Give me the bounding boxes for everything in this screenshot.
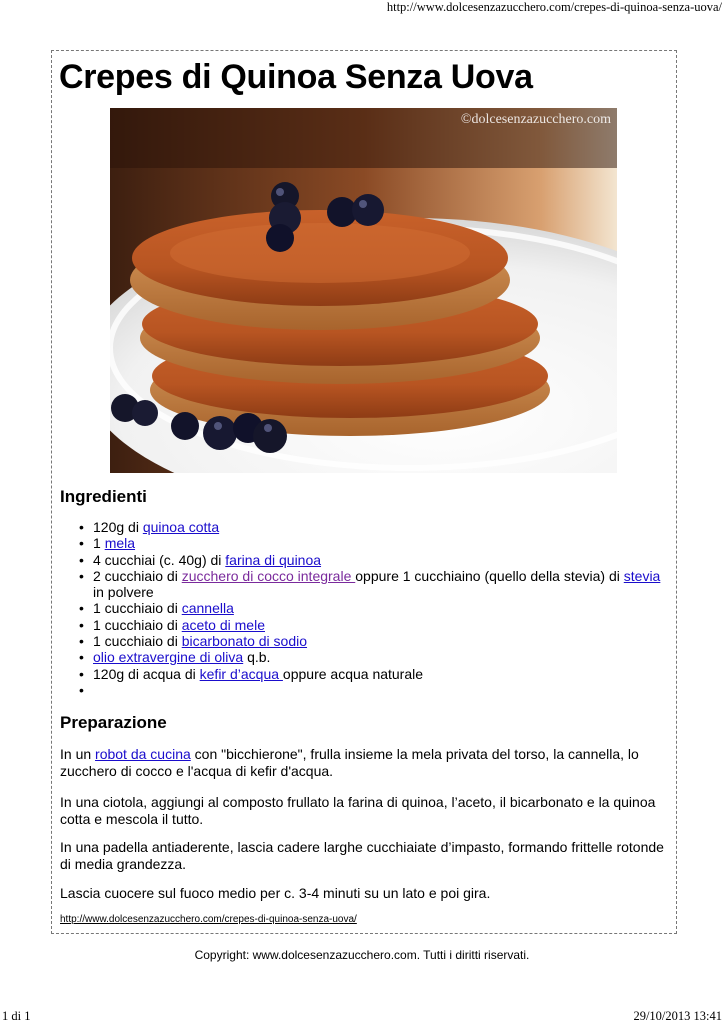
ingredient-text: 120g di acqua di xyxy=(93,665,200,682)
ingredient-text: 1 xyxy=(93,535,105,552)
print-datetime: 29/10/2013 13:41 xyxy=(633,1009,722,1023)
source-link-container xyxy=(60,914,357,925)
link-cannella[interactable]: cannella xyxy=(181,600,234,617)
list-item xyxy=(93,519,673,535)
link-robot-da-cucina[interactable]: robot da cucina xyxy=(95,746,191,762)
preparation-step-1 xyxy=(60,746,675,779)
list-item xyxy=(93,617,673,633)
preparation-step-4: Lascia cuocere sul fuoco medio per c. 3-4 minuti su un lato e poi gira. xyxy=(60,885,491,901)
source-link[interactable]: http://www.dolcesenzazucchero.com/crepes-di-quinoa-senza-uova/ xyxy=(60,914,357,925)
link-bicarbonato[interactable]: bicarbonato di sodio xyxy=(181,633,308,650)
photo-watermark: ©dolcesenzazucchero.com xyxy=(460,112,611,127)
list-item xyxy=(93,535,673,551)
ingredient-text: oppure acqua naturale xyxy=(282,665,424,682)
recipe-photo xyxy=(110,108,617,473)
ingredient-text: 1 cucchiaio di xyxy=(93,616,182,633)
ingredient-text: 120g di xyxy=(93,519,143,535)
link-olio-extravergine[interactable]: olio extravergine di oliva xyxy=(93,649,244,666)
step-text: con "bicchierone", frulla insieme la mela privata del torso, la cannella, lo zucchero di cocco e l'acqua di kefir d'acqua. xyxy=(60,746,639,779)
pancake-stack-image xyxy=(110,108,617,473)
list-item xyxy=(93,633,673,649)
list-item xyxy=(93,552,673,568)
link-quinoa-cotta[interactable]: quinoa cotta xyxy=(142,519,220,535)
link-zucchero-di-cocco[interactable]: zucchero di cocco integrale xyxy=(181,567,356,584)
ingredient-text: in polvere xyxy=(93,584,154,601)
link-stevia[interactable]: stevia xyxy=(623,567,661,584)
ingredient-text: 1 cucchiaio di xyxy=(93,600,182,617)
ingredients-list xyxy=(93,519,673,698)
link-farina-di-quinoa[interactable]: farina di quinoa xyxy=(225,551,322,568)
list-item xyxy=(93,600,673,616)
preparation-heading: Preparazione xyxy=(60,713,167,732)
page-title: Crepes di Quinoa Senza Uova xyxy=(59,58,533,96)
ingredient-text: 1 cucchiaio di xyxy=(93,633,182,650)
link-kefir-dacqua[interactable]: kefir d’acqua xyxy=(199,665,283,682)
link-mela[interactable]: mela xyxy=(104,535,136,552)
list-item xyxy=(93,649,673,665)
ingredient-text: q.b. xyxy=(243,649,271,666)
header-url: http://www.dolcesenzazucchero.com/crepes-di-quinoa-senza-uova/ xyxy=(386,0,722,14)
step-text: In un xyxy=(60,746,96,762)
link-aceto-di-mele[interactable]: aceto di mele xyxy=(181,616,265,633)
ingredients-heading: Ingredienti xyxy=(60,487,147,506)
preparation-step-2: In una ciotola, aggiungi al composto frullato la farina di quinoa, l’aceto, il bicarbonato e la quinoa cotta e mescola il tutto. xyxy=(60,794,656,827)
copyright-text: Copyright: www.dolcesenzazucchero.com. Tutti i diritti riservati. xyxy=(194,948,530,962)
list-item-empty xyxy=(93,682,673,698)
ingredient-text: 2 cucchiaio di xyxy=(93,567,182,584)
ingredient-text: oppure 1 cucchiaino (quello della stevia) di xyxy=(355,567,624,584)
list-item xyxy=(93,568,673,601)
preparation-step-3: In una padella antiaderente, lascia cadere larghe cucchiaiate d’impasto, formando frittelle rotonde di media grandezza. xyxy=(60,839,664,872)
page-number: 1 di 1 xyxy=(2,1009,31,1023)
ingredient-text: 4 cucchiai (c. 40g) di xyxy=(93,551,226,568)
list-item xyxy=(93,666,673,682)
